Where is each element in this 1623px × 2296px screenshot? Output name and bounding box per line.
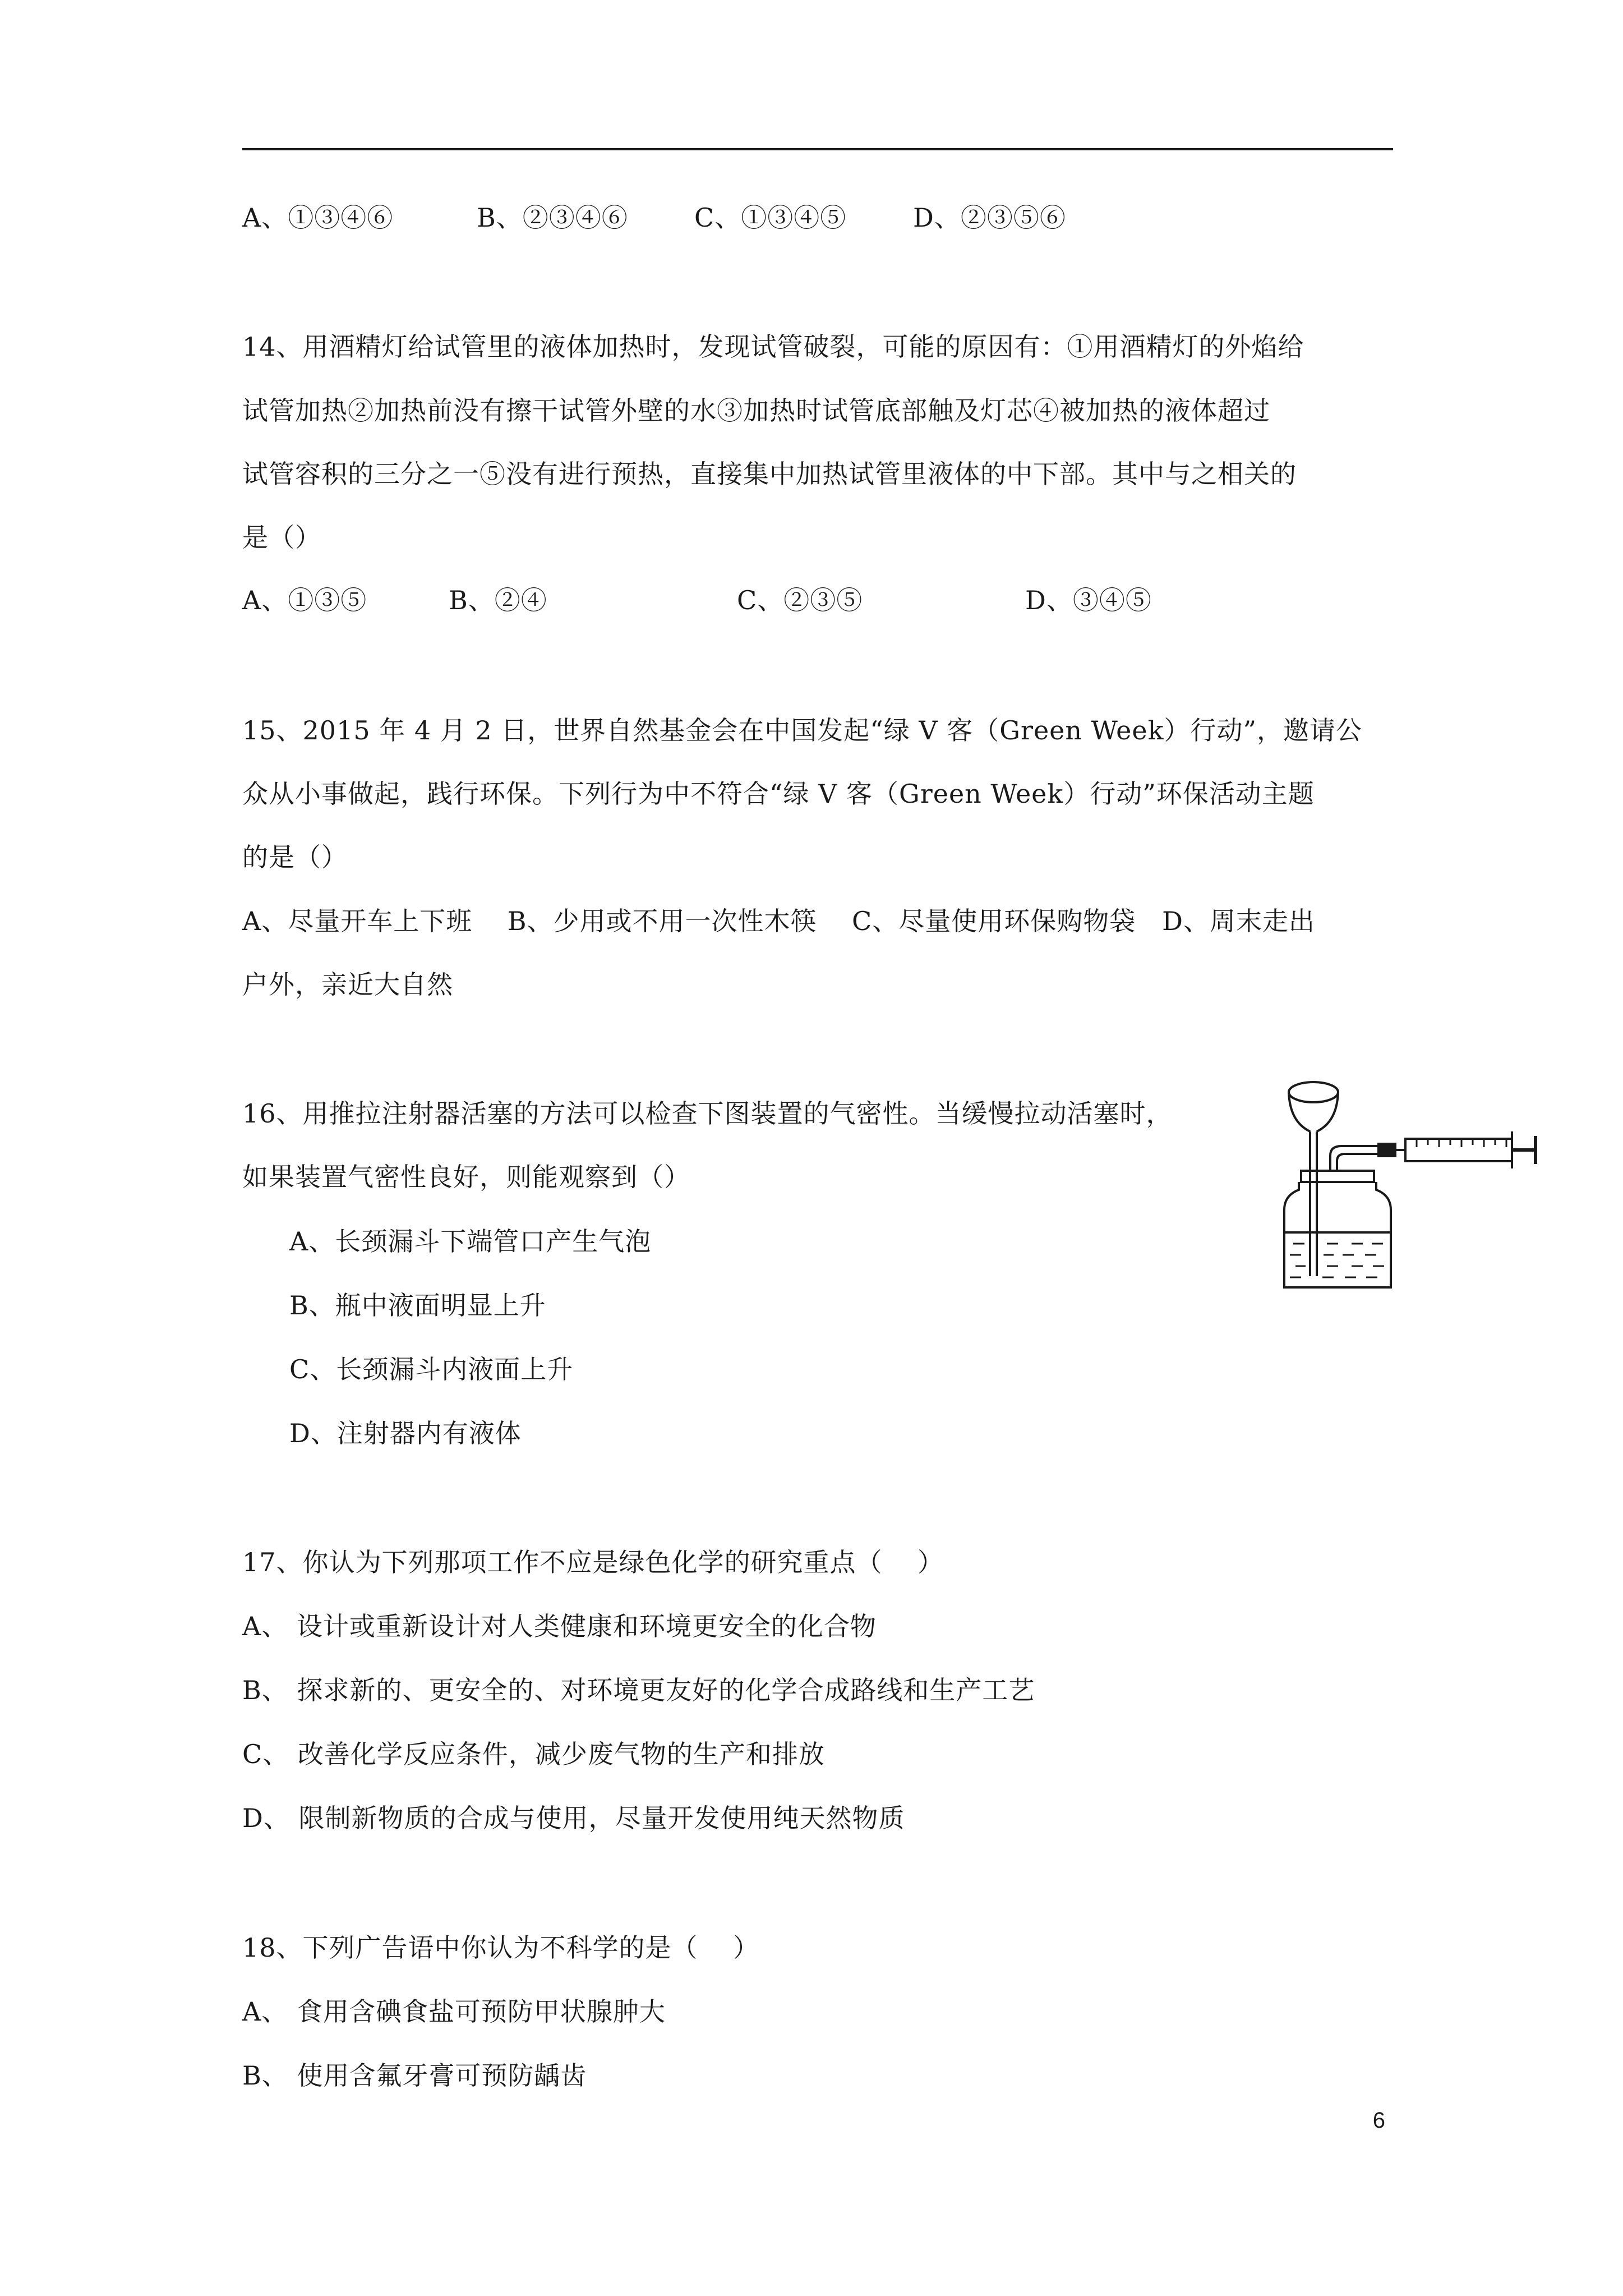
q18-option-b: B、 使用含氟牙膏可预防龋齿 [242, 2060, 587, 2091]
q15-stem-line-1: 15、2015 年 4 月 2 日，世界自然基金会在中国发起“绿 V 客（Green Week）行动”，邀请公 [242, 715, 1363, 746]
gas-tightness-apparatus-figure [1273, 1080, 1565, 1299]
q13-option-d: D、②③⑤⑥ [913, 203, 1066, 233]
q15-options-line-2: 户外，亲近大自然 [242, 969, 453, 1000]
q16-stem-line-1: 16、用推拉注射器活塞的方法可以检查下图装置的气密性。当缓慢拉动活塞时， [242, 1098, 1173, 1129]
q15-stem-line-3: 的是（） [242, 842, 348, 872]
q18-stem: 18、下列广告语中你认为不科学的是（ ） [242, 1932, 760, 1963]
q14-stem-line-4: 是（） [242, 522, 321, 553]
header-rule [242, 148, 1393, 150]
q13-option-b: B、②③④⑥ [477, 203, 628, 233]
q13-option-a: A、①③④⑥ [242, 203, 394, 233]
q13-option-c: C、①③④⑤ [694, 203, 847, 233]
q17-option-b: B、 探求新的、更安全的、对环境更友好的化学合成路线和生产工艺 [242, 1675, 1035, 1705]
q14-option-b: B、②④ [449, 585, 547, 615]
q16-stem-line-2: 如果装置气密性良好，则能观察到（） [242, 1162, 690, 1192]
q17-option-a: A、 设计或重新设计对人类健康和环境更安全的化合物 [242, 1611, 877, 1641]
q16-option-a: A、长颈漏斗下端管口产生气泡 [289, 1226, 652, 1257]
q14-option-d: D、③④⑤ [1025, 585, 1152, 615]
q14-stem-line-1: 14、用酒精灯给试管里的液体加热时，发现试管破裂，可能的原因有：①用酒精灯的外焰给 [242, 332, 1304, 362]
q18-option-a: A、 食用含碘食盐可预防甲状腺肿大 [242, 1996, 666, 2027]
q16-option-d: D、注射器内有液体 [289, 1418, 522, 1448]
q17-option-c: C、 改善化学反应条件，减少废气物的生产和排放 [242, 1739, 825, 1769]
page-number: 6 [1372, 2108, 1385, 2133]
q14-stem-line-3: 试管容积的三分之一⑤没有进行预热，直接集中加热试管里液体的中下部。其中与之相关的 [242, 459, 1297, 489]
q15-options-line: A、尽量开车上下班 B、少用或不用一次性木筷 C、尽量使用环保购物袋 D、周末走出 [242, 906, 1315, 936]
q15-stem-line-2: 众从小事做起，践行环保。下列行为中不符合“绿 V 客（Green Week）行动”环保活动主题 [242, 779, 1315, 809]
q14-stem-line-2: 试管加热②加热前没有擦干试管外壁的水③加热时试管底部触及灯芯④被加热的液体超过 [242, 395, 1270, 426]
q16-option-b: B、瓶中液面明显上升 [289, 1290, 546, 1320]
q14-option-c: C、②③⑤ [737, 585, 863, 615]
q17-option-d: D、 限制新物质的合成与使用，尽量开发使用纯天然物质 [242, 1803, 905, 1833]
q16-option-c: C、长颈漏斗内液面上升 [289, 1354, 574, 1384]
q14-option-a: A、①③⑤ [242, 585, 367, 615]
q17-stem: 17、你认为下列那项工作不应是绿色化学的研究重点（ ） [242, 1547, 944, 1577]
